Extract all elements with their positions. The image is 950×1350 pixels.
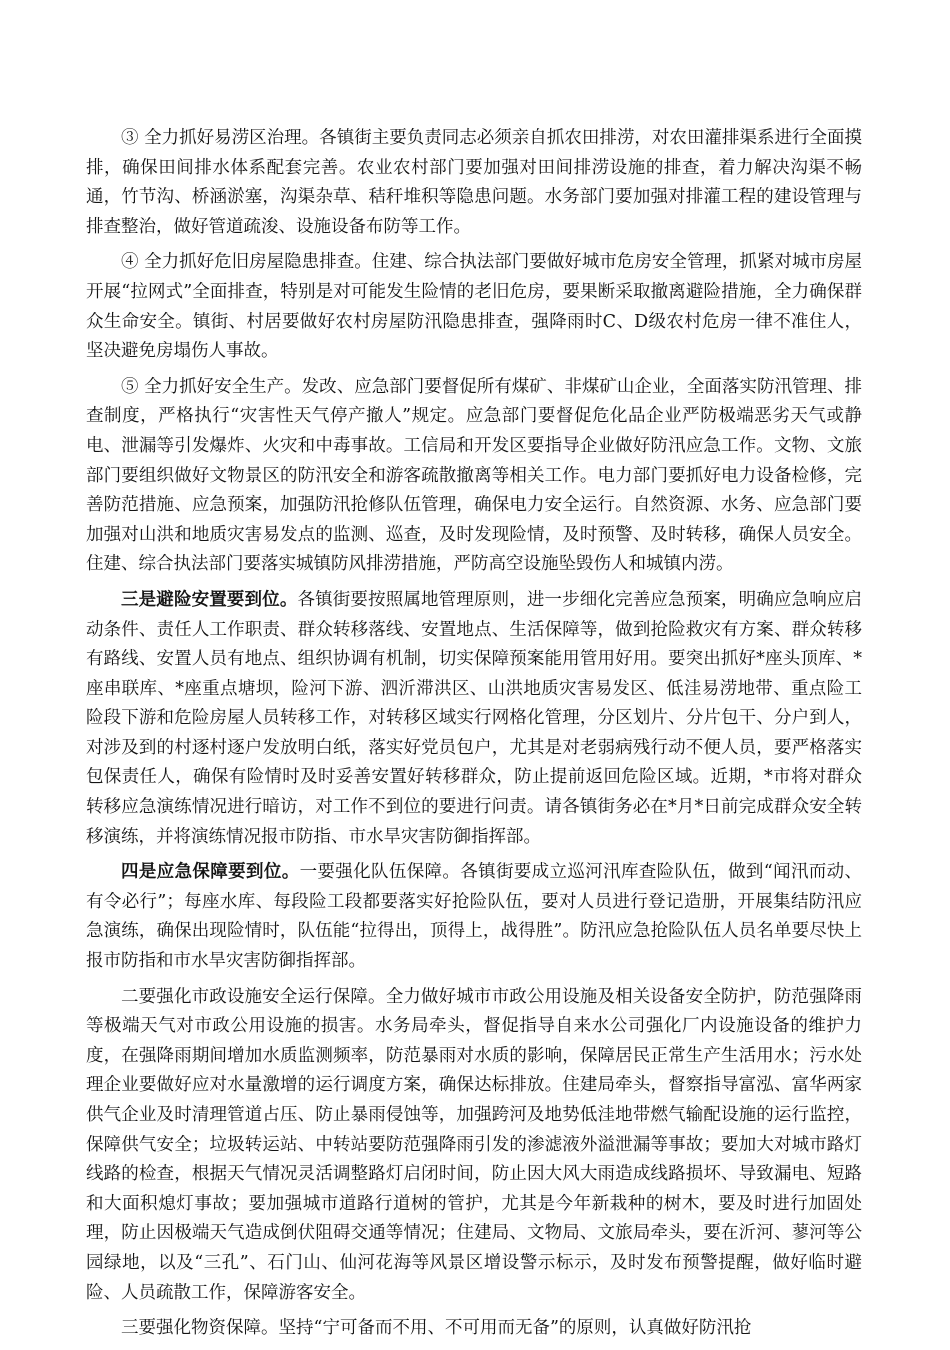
paragraph-heading: 三是避险安置要到位。: [121, 589, 298, 610]
paragraph-safety-production: [86, 373, 862, 580]
paragraph-farmland-drainage: [86, 124, 862, 242]
paragraph-text: 一要强化队伍保障。各镇街要成立巡河汛库查险队伍，做到“闻汛而动、有令必行”；每座水库、每段险工段都要落实好抢险队伍，要对人员进行登记造册，开展集结防汛应急演练，确保出现险情时，队伍能“拉得出，顶得上，战得胜”。防汛应急抢险队伍人员名单要尽快上报市防指和市水旱灾害防御指挥部。: [86, 862, 863, 972]
paragraph-emergency-support: [86, 858, 862, 976]
paragraph-text: 各镇街要按照属地管理原则，进一步细化完善应急预案，明确应急响应启动条件、责任人工作职责、群众转移落线、安置地点、生活保障等，做到抢险救灾有方案、群众转移有路线、安置人员有地点、组织协调有机制，切实保障预案能用管用好用。要突出抓好*座头顶库、*座串联库、*座重点塘坝，险河下游、泗沂滞洪区、山洪地质灾害易发区、低洼易涝地带、重点险工险段下游和危险房屋人员转移工作，对转移区域实行网格化管理，分区划片、分片包干、分户到人，对涉及到的村逐村逐户发放明白纸，落实好党员包户，尤其是对老弱病残行动不便人员，要严格落实包保责任人，确保有险情时及时妥善安置好转移群众，防止提前返回危险区域。近期，*市将对群众转移应急演练情况进行暗访，对工作不到位的要进行问责。请各镇街务必在*月*日前完成群众安全转移演练，并将演练情况报市防指、市水旱灾害防御指挥部。: [86, 589, 863, 847]
paragraph-dangerous-housing: [86, 248, 862, 366]
document-body: [86, 124, 862, 1350]
paragraph-text: 三要强化物资保障。坚持“宁可备而不用、不可用而无备”的原则，认真做好防汛抢: [121, 1318, 752, 1339]
paragraph-text: ⑤ 全力抓好安全生产。发改、应急部门要督促所有煤矿、非煤矿山企业，全面落实防汛管理、排查制度，严格执行“灾害性天气停产撤人”规定。应急部门要督促危化品企业严防极端恶劣天气或静电、泄漏等引发爆炸、火灾和中毒事故。工信局和开发区要指导企业做好防汛应急工作。文物、文旅部门要组织做好文物景区的防汛安全和游客疏散撤离等相关工作。电力部门要抓好电力设备检修，完善防范措施、应急预案，加强防汛抢修队伍管理，确保电力安全运行。自然资源、水务、应急部门要加强对山洪和地质灾害易发点的监测、巡查，及时发现险情，及时预警、及时转移，确保人员安全。住建、综合执法部门要落实城镇防风排涝措施，严防高空设施坠毁伤人和城镇内涝。: [86, 376, 862, 575]
paragraph-material-support: [86, 1314, 862, 1344]
paragraph-heading: 四是应急保障要到位。: [121, 862, 300, 883]
paragraph-evacuation: [86, 586, 862, 852]
paragraph-municipal-facilities: [86, 983, 862, 1309]
paragraph-text: ④ 全力抓好危旧房屋隐患排查。住建、综合执法部门要做好城市危房安全管理，抓紧对城市房屋开展“拉网式”全面排查，特别是对可能发生险情的老旧危房，要果断采取撤离避险措施，全力确保群众生命安全。镇街、村居要做好农村房屋防汛隐患排查，强降雨时C、D级农村危房一律不准住人，坚决避免房塌伤人事故。: [86, 252, 862, 362]
paragraph-text: 二要强化市政设施安全运行保障。全力做好城市市政公用设施及相关设备安全防护，防范强降雨等极端天气对市政公用设施的损害。水务局牵头，督促指导自来水公司强化厂内设施设备的维护力度，在强降雨期间增加水质监测频率，防范暴雨对水质的影响，保障居民正常生产生活用水；污水处理企业要做好应对水量激增的运行调度方案，确保达标排放。住建局牵头，督察指导富泓、富华两家供气企业及时清理管道占压、防止暴雨侵蚀等，加强跨河及地势低洼地带燃气输配设施的运行监控，保障供气安全；垃圾转运站、中转站要防范强降雨引发的渗滤液外溢泄漏等事故；要加大对城市路灯线路的检查，根据天气情况灵活调整路灯启闭时间，防止因大风大雨造成线路损坏、导致漏电、短路和大面积熄灯事故；要加强城市道路行道树的管护，尤其是今年新栽种的树木，要及时进行加固处理，防止因极端天气造成倒伏阻碍交通等情况；住建局、文物局、文旅局牵头，要在沂河、蓼河等公园绿地，以及“三孔”、石门山、仙河花海等风景区增设警示标示，及时发布预警提醒，做好临时避险、人员疏散工作，保障游客安全。: [86, 986, 862, 1303]
paragraph-text: ③ 全力抓好易涝区治理。各镇街主要负责同志必须亲自抓农田排涝，对农田灌排渠系进行全面摸排，确保田间排水体系配套完善。农业农村部门要加强对田间排涝设施的排查，着力解决沟渠不畅通，竹节沟、桥涵淤塞，沟渠杂草、秸秆堆积等隐患问题。水务部门要加强对排灌工程的建设管理与排查整治，做好管道疏浚、设施设备布防等工作。: [86, 128, 862, 237]
